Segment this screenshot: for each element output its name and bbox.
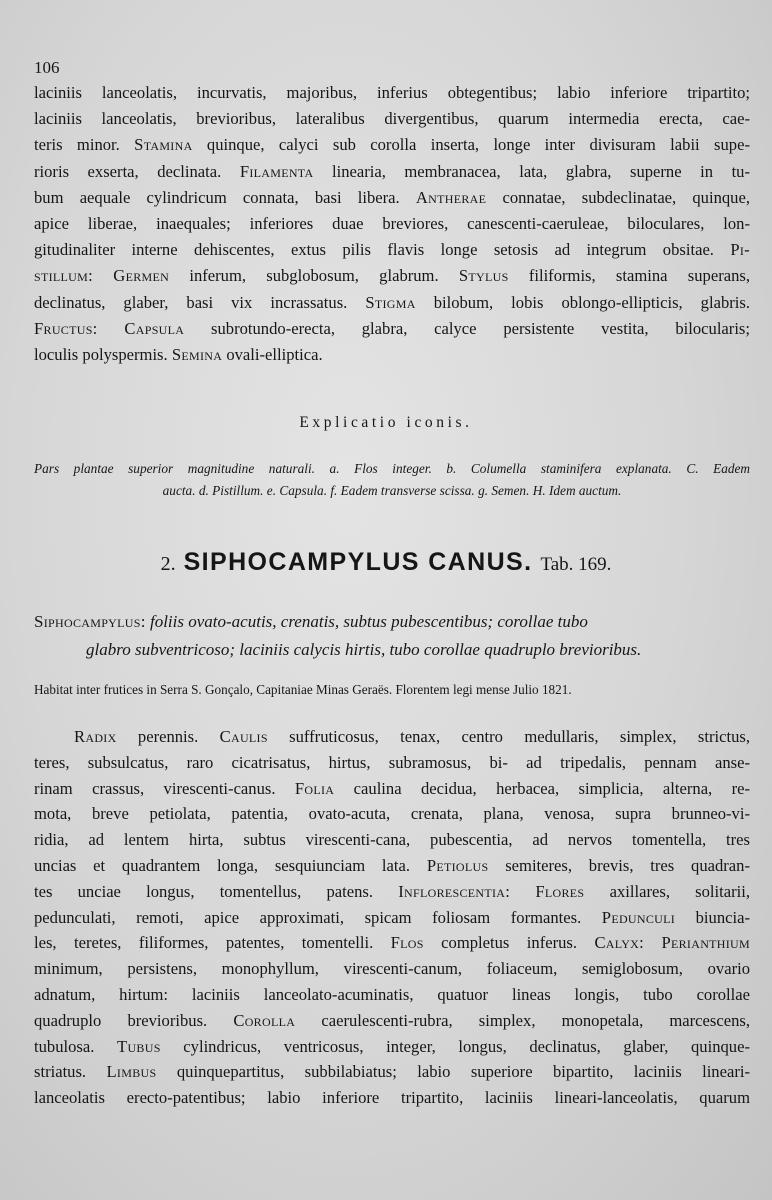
species-description xyxy=(34,724,750,1111)
species-name: SIPHOCAMPYLUS CANUS. xyxy=(183,548,533,576)
text-line: quadruplo brevioribus. Corolla caerulescenti-rubra, simplex, monopetala, marcescens, xyxy=(34,1010,750,1030)
text-line: pedunculati, remoti, apice approximati, spicam foliosam formantes. Pedunculi biuncia- xyxy=(34,907,750,927)
diagnosis-genus: Siphocampylus: xyxy=(34,612,146,631)
explicatio-heading: Explicatio iconis. xyxy=(299,414,473,431)
text-line: loculis polyspermis. Semina ovali-elliptica. xyxy=(34,345,323,365)
page-number: 106 xyxy=(34,58,60,77)
text-line: adnatum, hirtum: laciniis lanceolato-acuminatis, quatuor lineas longis, tubo corollae xyxy=(34,984,750,1004)
text-line: tubulosa. Tubus cylindricus, ventricosus, integer, longus, declinatus, glaber, quinque- xyxy=(34,1036,750,1056)
text-line: rinam crassus, virescenti-canus. Folia caulina decidua, herbacea, simplicia, alterna, re- xyxy=(34,778,750,798)
text-line: declinatus, glaber, basi vix incrassatus. Stigma bilobum, lobis oblongo-ellipticis, glabris. xyxy=(34,292,750,312)
text-line: Radix perennis. Caulis suffruticosus, tenax, centro medullaris, simplex, strictus, xyxy=(74,727,750,746)
text-line: uncias et quadrantem longa, sesquiunciam lata. Petiolus semiteres, brevis, tres quadran- xyxy=(34,855,750,875)
text-line: teres, subsulcatus, raro cicatrisatus, hirtus, subramosus, bi- ad tripedalis, pennam anse- xyxy=(34,752,750,772)
diagnosis-line: glabro subventricoso; laciniis calycis hirtis, tubo corollae quadruplo brevioribus. xyxy=(86,640,642,659)
text-line: striatus. Limbus quinquepartitus, subbilabiatus; labio superiore bipartito, laciniis lineari- xyxy=(34,1062,750,1082)
text-line: ridia, ad lentem hirta, subtus virescenti-cana, pubescentia, ad nervos tomentella, tres xyxy=(34,830,750,850)
species-heading xyxy=(0,548,772,577)
text-line: apice liberae, inaequales; inferiores duae breviores, canescenti-caeruleae, biloculares, lon- xyxy=(34,214,750,234)
text-line: gitudinaliter interne dehiscentes, extus pilis flavis longe setosis ad integrum obsitae. Pi- xyxy=(34,240,750,260)
text-line: laciniis lanceolatis, incurvatis, majoribus, inferius obtegentibus; labio inferiore tripartito; xyxy=(34,83,750,102)
text-line: teris minor. Stamina quinque, calyci sub corolla inserta, longe inter divisuram labii supe- xyxy=(34,135,750,155)
text-line: rioris exserta, declinata. Filamenta linearia, membranacea, lata, glabra, superne in tu- xyxy=(34,161,750,181)
diagnosis-text: foliis ovato-acutis, crenatis, subtus pubescentibus; corollae tubo xyxy=(149,612,588,631)
explicatio-line: aucta. d. Pistillum. e. Capsula. f. Eadem transverse scissa. g. Semen. H. Idem auctum. xyxy=(162,483,622,498)
continued-description xyxy=(34,80,750,368)
text-line: laciniis lanceolatis, brevioribus, lateralibus divergentibus, quarum intermedia erecta, cae- xyxy=(34,109,750,129)
text-line: les, teretes, filiformes, patentes, tomentelli. Flos completus inferus. Calyx: Perianthium xyxy=(34,933,750,953)
text-line: minimum, persistens, monophyllum, virescenti-canum, foliaceum, semiglobosum, ovario xyxy=(34,959,750,979)
plate-reference: Tab. 169. xyxy=(540,554,612,575)
text-line: tes unciae longus, tomentellus, patens. Inflorescentia: Flores axillares, solitarii, xyxy=(34,881,750,901)
explicatio-line: Pars plantae superior magnitudine naturali. a. Flos integer. b. Columella staminifera explanata. C. Eadem xyxy=(34,461,750,476)
diagnosis-line xyxy=(34,608,750,636)
text-line: mota, breve petiolata, patentia, ovato-acuta, crenata, plana, venosa, supra brunneo-vi- xyxy=(34,804,750,824)
habitat-note: Habitat inter frutices in Serra S. Gonçalo, Capitaniae Minas Geraës. Florentem legi mense Julio 1821. xyxy=(34,682,572,697)
text-line: bum aequale cylindricum connata, basi libera. Antherae connatae, subdeclinatae, quinque, xyxy=(34,187,750,207)
text-line: Fructus: Capsula subrotundo-erecta, glabra, calyce persistente vestita, bilocularis; xyxy=(34,318,750,338)
text-line: lanceolatis erecto-patentibus; labio inferiore tripartito, laciniis lineari-lanceolatis, quarum xyxy=(34,1088,750,1108)
species-diagnosis xyxy=(34,608,750,664)
explicatio-text xyxy=(34,458,750,502)
species-number: 2. xyxy=(160,553,176,575)
text-line: stillum: Germen inferum, subglobosum, glabrum. Stylus filiformis, stamina superans, xyxy=(34,266,750,286)
